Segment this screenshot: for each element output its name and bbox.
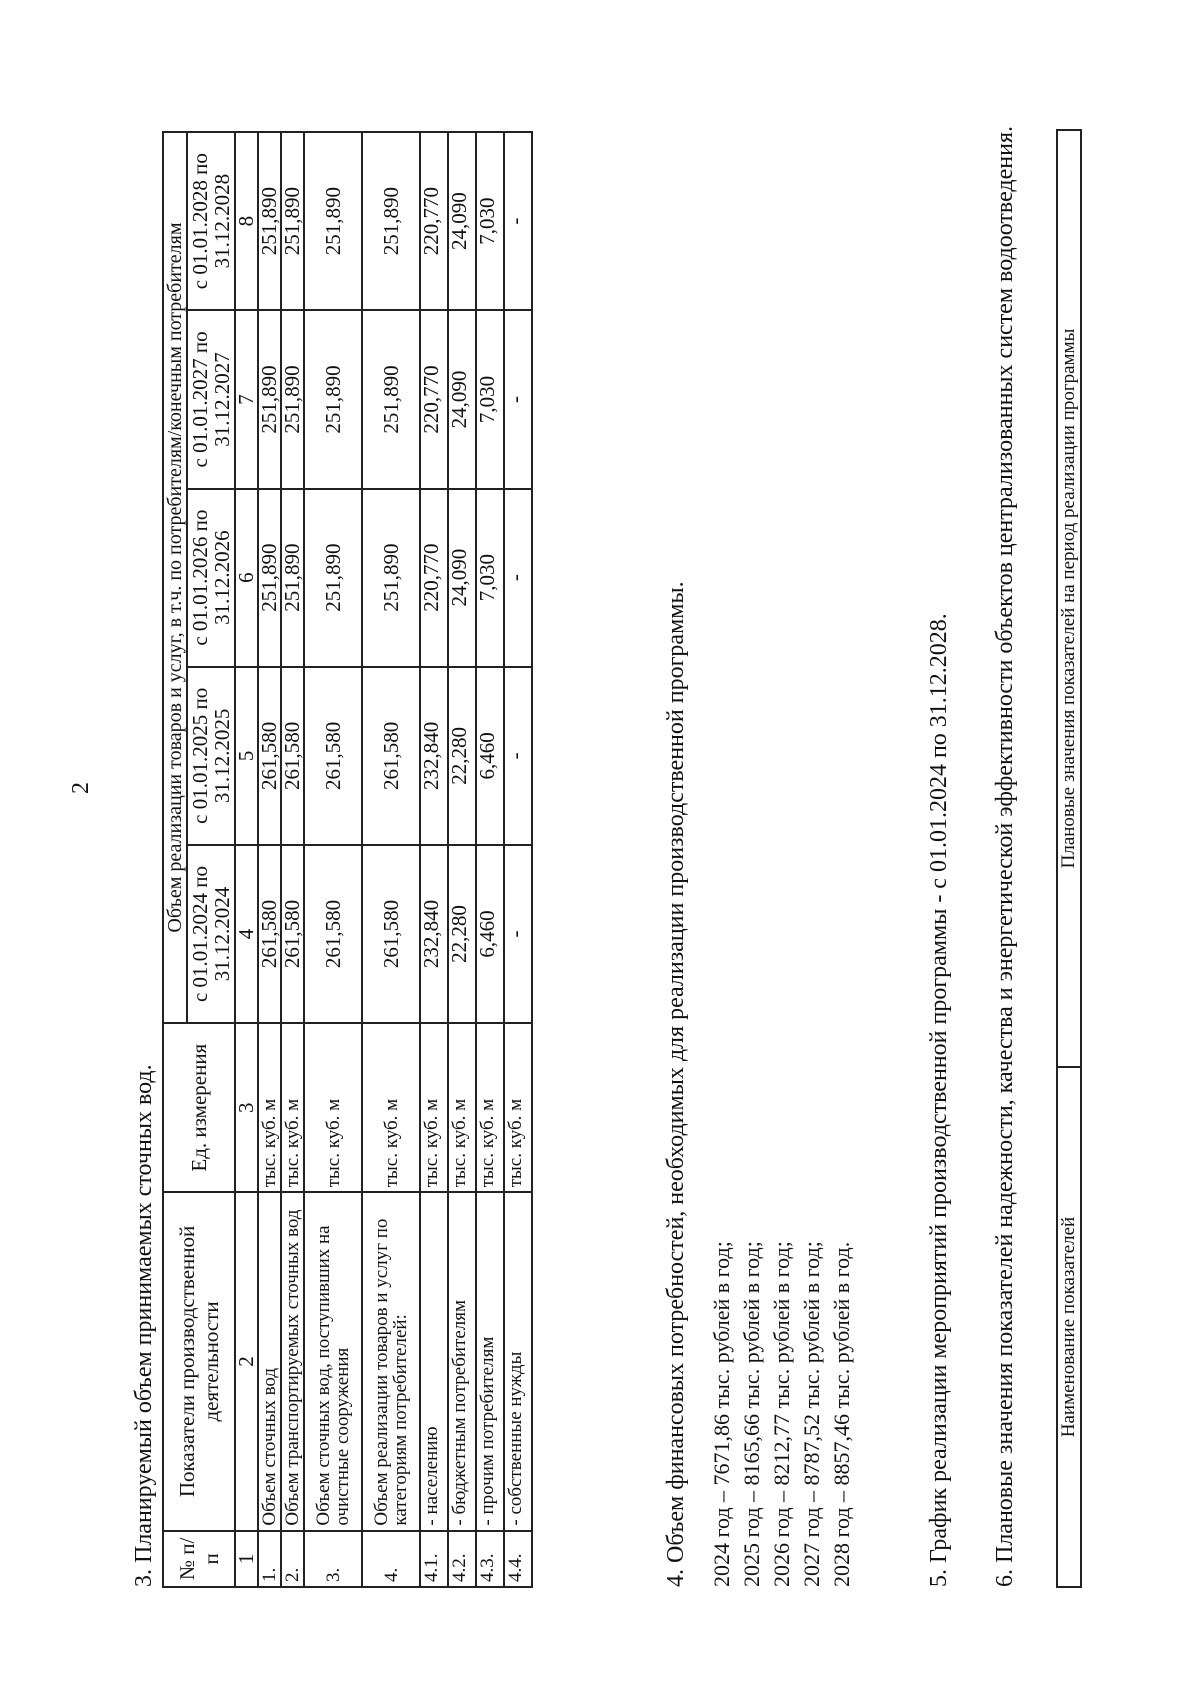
wastewater-volume-table [162,131,533,1588]
table-row [448,132,476,1587]
row-value: 261,580 [304,845,362,1023]
table-row [362,132,420,1587]
row-value: 6,460 [476,667,504,845]
row-value: 24,090 [448,489,476,667]
table-row [258,132,281,1587]
row-value: 24,090 [448,310,476,488]
col-header-unit: Ед. измерения [163,1023,235,1192]
table-row [420,132,448,1587]
row-unit: тыс. куб. м [504,1023,532,1192]
row-value: 251,890 [304,310,362,488]
table-header-row [1057,130,1081,1587]
row-value: 261,580 [362,845,420,1023]
row-value: 251,890 [304,489,362,667]
row-value: 220,770 [420,310,448,488]
column-number: 4 [235,845,258,1023]
row-value: 251,890 [258,489,281,667]
row-value: 7,030 [476,310,504,488]
row-value: 261,580 [281,667,304,845]
column-number-row [235,132,258,1587]
col-header-plan-values: Плановые значения показателей на период реализации программы [1057,130,1081,1067]
row-value: 7,030 [476,132,504,310]
row-unit: тыс. куб. м [281,1023,304,1192]
row-no: 3. [304,1531,362,1587]
list-item: 2024 год – 7671,86 тыс. рублей в год; [709,1241,734,1587]
row-value: 7,030 [476,489,504,667]
list-item: 2028 год – 8857,46 тыс. рублей в год. [829,1241,854,1587]
list-item: 2025 год – 8165,66 тыс. рублей в год; [739,1241,764,1587]
row-unit: тыс. куб. м [420,1023,448,1192]
row-value: 251,890 [362,489,420,667]
row-value: 22,280 [448,845,476,1023]
page-number: 2 [68,782,94,794]
row-unit: тыс. куб. м [304,1023,362,1192]
row-value: - [504,132,532,310]
row-indicator: Объем сточных вод, поступивших на очистные сооружения [304,1192,362,1530]
table-row [304,132,362,1587]
row-value: - [504,310,532,488]
row-no: 4.4. [504,1531,532,1587]
list-item: 2027 год – 8787,52 тыс. рублей в год; [799,1241,824,1587]
row-value: 24,090 [448,132,476,310]
row-indicator: Объем сточных вод [258,1192,281,1530]
col-header-period: с 01.01.2024 по 31.12.2024 [187,845,235,1023]
table-header-row [163,132,187,1587]
financial-needs-list [707,1241,857,1587]
column-number: 2 [235,1192,258,1530]
col-header-name: Наименование показателей [1057,1067,1081,1587]
row-value: 261,580 [304,667,362,845]
column-number: 3 [235,1023,258,1192]
col-header-group: Объем реализации товаров и услуг, в т.ч. по потребителям/конечным потребителям [163,132,187,1023]
col-header-period: с 01.01.2028 по 31.12.2028 [187,132,235,310]
row-indicator: - бюджетным потребителям [448,1192,476,1530]
row-value: 261,580 [362,667,420,845]
plan-indicators-table [1056,129,1082,1588]
row-value: 220,770 [420,489,448,667]
column-number: 7 [235,310,258,488]
list-item: 2026 год – 8212,77 тыс. рублей в год; [769,1241,794,1587]
row-value: 251,890 [281,489,304,667]
table-row [504,132,532,1587]
row-indicator: Объем реализации товаров и услуг по категориям потребителей: [362,1192,420,1530]
row-value: 261,580 [281,845,304,1023]
row-value: - [504,845,532,1023]
row-value: 6,460 [476,845,504,1023]
row-value: 251,890 [362,132,420,310]
row-value: 251,890 [362,310,420,488]
row-value: 261,580 [258,667,281,845]
row-value: 251,890 [304,132,362,310]
row-value: 251,890 [258,132,281,310]
section-4-title: 4. Объем финансовых потребностей, необходимых для реализации производственной программы. [663,581,689,1587]
row-no: 4. [362,1531,420,1587]
row-value: 251,890 [258,310,281,488]
row-unit: тыс. куб. м [448,1023,476,1192]
col-header-period: с 01.01.2026 по 31.12.2026 [187,489,235,667]
section-5-title: 5. График реализации мероприятий производственной программы - с 01.01.2024 по 31.12.2028. [926,613,952,1587]
row-value: 220,770 [420,132,448,310]
row-value: 232,840 [420,667,448,845]
row-value: - [504,667,532,845]
row-value: 251,890 [281,310,304,488]
row-no: 4.1. [420,1531,448,1587]
row-indicator: - собственные нужды [504,1192,532,1530]
col-header-no: № п/п [163,1531,235,1587]
row-no: 2. [281,1531,304,1587]
row-unit: тыс. куб. м [258,1023,281,1192]
table-row [476,132,504,1587]
row-no: 4.3. [476,1531,504,1587]
row-value: 232,840 [420,845,448,1023]
row-indicator: - прочим потребителям [476,1192,504,1530]
row-value: 22,280 [448,667,476,845]
row-unit: тыс. куб. м [362,1023,420,1192]
row-value: 261,580 [258,845,281,1023]
row-no: 4.2. [448,1531,476,1587]
table-row [281,132,304,1587]
row-value: - [504,489,532,667]
col-header-period: с 01.01.2027 по 31.12.2027 [187,310,235,488]
column-number: 5 [235,667,258,845]
column-number: 8 [235,132,258,310]
row-indicator: - населению [420,1192,448,1530]
col-header-period: с 01.01.2025 по 31.12.2025 [187,667,235,845]
section-6-title: 6. Плановые значения показателей надежности, качества и энергетической эффективности объектов централизованных систем водоотведения. [992,126,1018,1587]
section-3-title: 3. Планируемый объем принимаемых сточных вод. [131,1064,157,1587]
row-no: 1. [258,1531,281,1587]
row-value: 251,890 [281,132,304,310]
col-header-indicator: Показатели производственной деятельности [163,1192,235,1530]
row-unit: тыс. куб. м [476,1023,504,1192]
column-number: 6 [235,489,258,667]
row-indicator: Объем транспортируемых сточных вод [281,1192,304,1530]
column-number: 1 [235,1531,258,1587]
